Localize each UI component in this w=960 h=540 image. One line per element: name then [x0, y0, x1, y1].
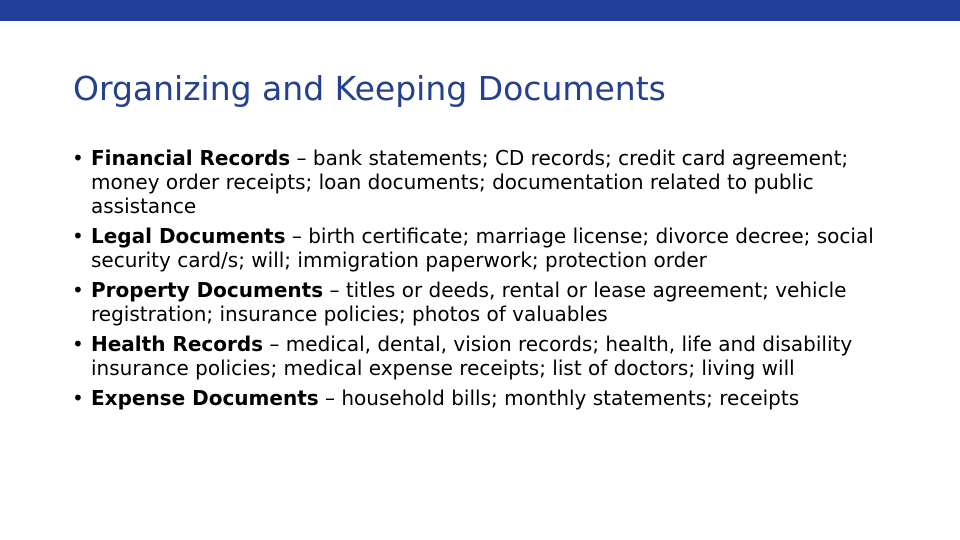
bullet-description: birth certificate; marriage license; divorce decree; social security card/s; will; immigration paperwork; protection order	[91, 224, 874, 272]
bullet-list	[72, 146, 902, 416]
bullet-item-expense-documents	[72, 386, 902, 410]
bullet-term: Expense Documents	[91, 386, 319, 410]
bullet-description: household bills; monthly statements; receipts	[341, 386, 800, 410]
bullet-marker: •	[72, 224, 84, 248]
top-accent-bar	[0, 0, 960, 21]
bullet-separator: –	[318, 386, 342, 410]
bullet-item-legal-documents	[72, 224, 902, 272]
bullet-separator: –	[290, 146, 313, 170]
bullet-marker: •	[72, 278, 84, 302]
bullet-marker: •	[72, 386, 84, 410]
slide-title: Organizing and Keeping Documents	[73, 69, 666, 108]
bullet-marker: •	[72, 332, 84, 356]
bullet-description: medical, dental, vision records; health, life and disability insurance policies; medical expense receipts; list of doctors; living will	[91, 332, 853, 380]
bullet-term: Health Records	[91, 332, 264, 356]
bullet-separator: –	[285, 224, 309, 248]
bullet-description: titles or deeds, rental or lease agreement; vehicle registration; insurance policies; photos of valuables	[91, 278, 847, 326]
bullet-separator: –	[323, 278, 346, 302]
bullet-item-property-documents	[72, 278, 902, 326]
bullet-separator: –	[263, 332, 286, 356]
bullet-term: Legal Documents	[91, 224, 286, 248]
bullet-description: bank statements; CD records; credit card agreement; money order receipts; loan documents; documentation related to public assistance	[91, 146, 849, 218]
bullet-term: Financial Records	[91, 146, 291, 170]
bullet-item-health-records	[72, 332, 902, 380]
bullet-term: Property Documents	[91, 278, 324, 302]
bullet-item-financial-records	[72, 146, 902, 218]
bullet-marker: •	[72, 146, 84, 170]
